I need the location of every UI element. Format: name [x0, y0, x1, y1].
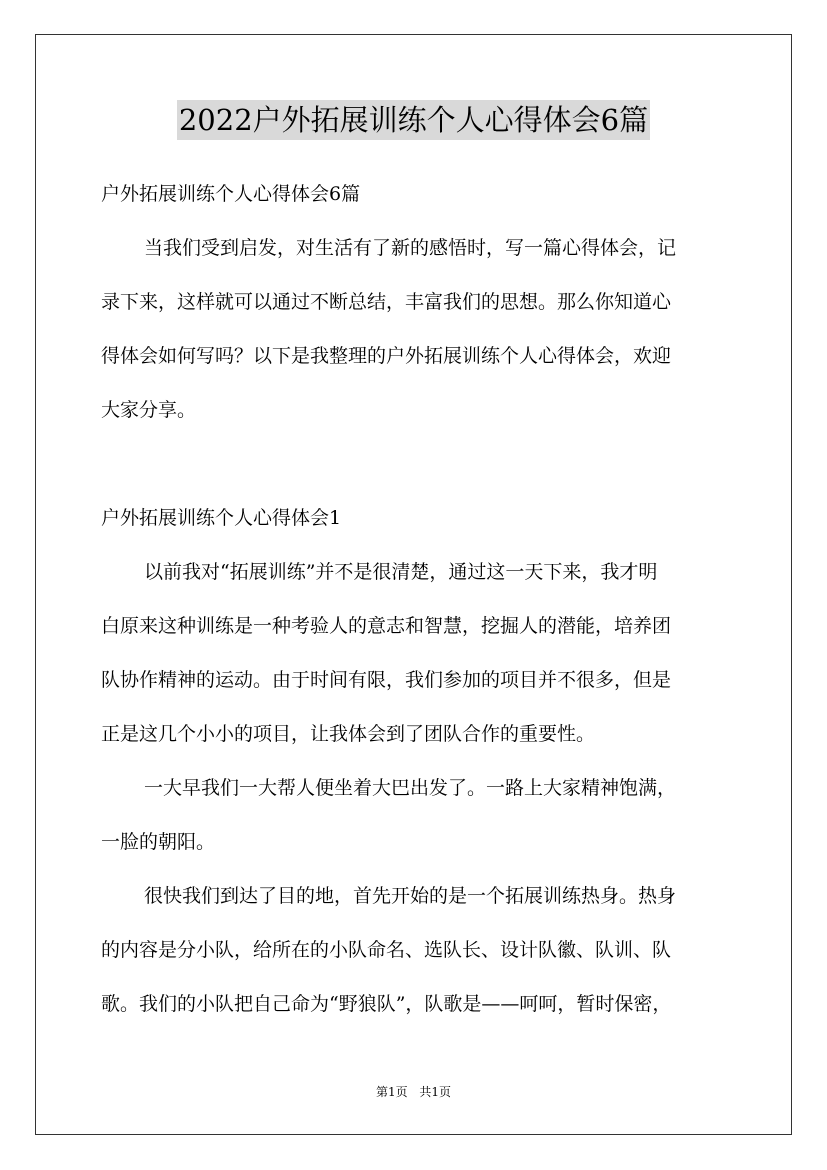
text-line: 当我们受到启发，对生活有了新的感悟时，写一篇心得体会，记: [144, 237, 677, 259]
title-container: [0, 100, 827, 140]
text-line: 一脸的朝阳。: [101, 831, 216, 853]
text-line: 以前我对“拓展训练”并不是很清楚，通过这一天下来，我才明: [144, 561, 658, 583]
text-line: 户外拓展训练个人心得体会1: [101, 507, 342, 529]
text-line: 录下来，这样就可以通过不断总结，丰富我们的思想。那么你知道心: [101, 291, 672, 313]
text-line: 白原来这种训练是一种考验人的意志和智慧，挖掘人的潜能，培养团: [101, 615, 672, 637]
page-total: 共1页: [419, 1085, 452, 1099]
document-title: 2022户外拓展训练个人心得体会6篇: [177, 100, 650, 140]
text-line: 一大早我们一大帮人便坐着大巴出发了。一路上大家精神饱满，: [144, 777, 677, 799]
text-line: 歌。我们的小队把自己命为“野狼队”，队歌是——呵呵，暂时保密，: [101, 993, 672, 1015]
page-footer: [0, 1082, 827, 1102]
page-number: 第1页: [375, 1085, 408, 1099]
text-line: 正是这几个小小的项目，让我体会到了团队合作的重要性。: [101, 723, 596, 745]
document-body: [101, 167, 727, 1031]
text-line: 大家分享。: [101, 399, 197, 421]
text-line: 很快我们到达了目的地，首先开始的是一个拓展训练热身。热身: [144, 885, 677, 907]
text-line: 队协作精神的运动。由于时间有限，我们参加的项目并不很多，但是: [101, 669, 672, 691]
text-line: 得体会如何写吗？以下是我整理的户外拓展训练个人心得体会，欢迎: [101, 345, 672, 367]
text-line: 户外拓展训练个人心得体会6篇: [101, 183, 361, 205]
text-line: 的内容是分小队，给所在的小队命名、选队长、设计队徽、队训、队: [101, 939, 672, 961]
blank-line: [101, 437, 727, 491]
